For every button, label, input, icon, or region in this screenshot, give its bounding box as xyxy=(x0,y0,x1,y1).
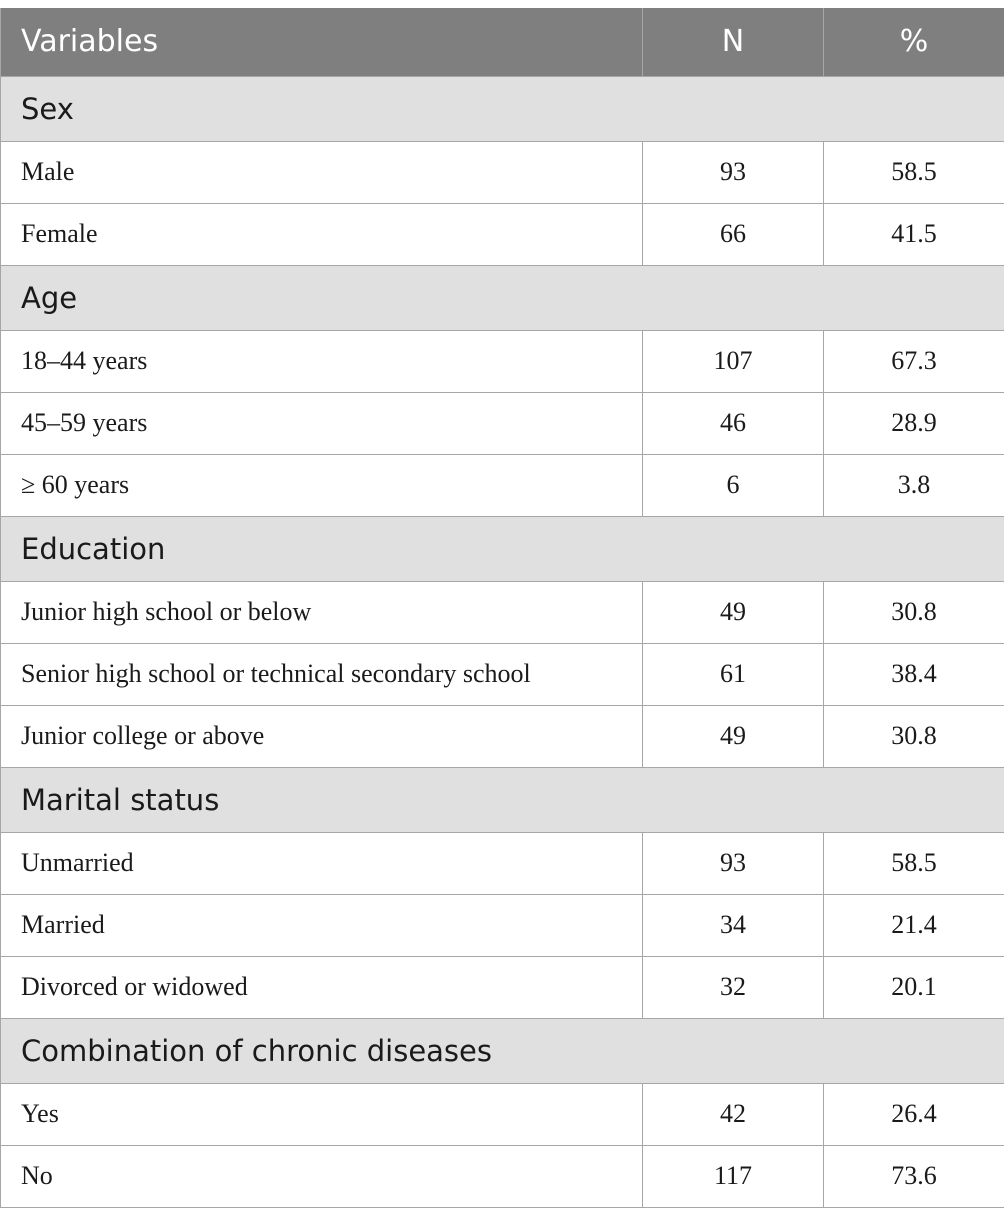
section-row-age xyxy=(1,265,1004,330)
table-row xyxy=(1,894,1004,956)
section-row-education xyxy=(1,516,1004,581)
table-row xyxy=(1,454,1004,516)
percent-cell: 28.9 xyxy=(824,392,1004,454)
n-cell: 93 xyxy=(643,141,824,203)
section-label: Age xyxy=(1,265,1004,330)
n-cell: 61 xyxy=(643,643,824,705)
demographics-table xyxy=(0,8,1004,1208)
variable-cell: Married xyxy=(1,894,643,956)
table-header-row xyxy=(1,8,1004,76)
n-cell: 66 xyxy=(643,203,824,265)
variable-cell: Senior high school or technical secondary school xyxy=(1,643,643,705)
variable-cell: Divorced or widowed xyxy=(1,956,643,1018)
variable-cell: No xyxy=(1,1145,643,1207)
percent-cell: 38.4 xyxy=(824,643,1004,705)
n-cell: 32 xyxy=(643,956,824,1018)
section-label: Education xyxy=(1,516,1004,581)
header-variables: Variables xyxy=(1,8,643,76)
percent-cell: 41.5 xyxy=(824,203,1004,265)
percent-cell: 30.8 xyxy=(824,581,1004,643)
variable-cell: 18–44 years xyxy=(1,330,643,392)
table-row xyxy=(1,141,1004,203)
variable-cell: Yes xyxy=(1,1083,643,1145)
variable-cell: 45–59 years xyxy=(1,392,643,454)
percent-cell: 26.4 xyxy=(824,1083,1004,1145)
table-row xyxy=(1,203,1004,265)
percent-cell: 21.4 xyxy=(824,894,1004,956)
table-row xyxy=(1,1083,1004,1145)
percent-cell: 73.6 xyxy=(824,1145,1004,1207)
n-cell: 117 xyxy=(643,1145,824,1207)
data-table-container xyxy=(0,8,1004,1208)
percent-cell: 58.5 xyxy=(824,832,1004,894)
table-row xyxy=(1,643,1004,705)
header-percent: % xyxy=(824,8,1004,76)
section-row-chronic-diseases xyxy=(1,1018,1004,1083)
table-row xyxy=(1,581,1004,643)
n-cell: 49 xyxy=(643,581,824,643)
percent-cell: 58.5 xyxy=(824,141,1004,203)
variable-cell: Junior college or above xyxy=(1,705,643,767)
table-row xyxy=(1,392,1004,454)
table-row xyxy=(1,1145,1004,1207)
percent-cell: 3.8 xyxy=(824,454,1004,516)
n-cell: 42 xyxy=(643,1083,824,1145)
n-cell: 49 xyxy=(643,705,824,767)
section-label: Combination of chronic diseases xyxy=(1,1018,1004,1083)
percent-cell: 67.3 xyxy=(824,330,1004,392)
section-label: Sex xyxy=(1,76,1004,141)
n-cell: 93 xyxy=(643,832,824,894)
table-row xyxy=(1,705,1004,767)
n-cell: 107 xyxy=(643,330,824,392)
percent-cell: 30.8 xyxy=(824,705,1004,767)
variable-cell: Female xyxy=(1,203,643,265)
section-row-sex xyxy=(1,76,1004,141)
percent-cell: 20.1 xyxy=(824,956,1004,1018)
variable-cell: Junior high school or below xyxy=(1,581,643,643)
table-row xyxy=(1,330,1004,392)
n-cell: 34 xyxy=(643,894,824,956)
variable-cell: ≥ 60 years xyxy=(1,454,643,516)
header-n: N xyxy=(643,8,824,76)
variable-cell: Unmarried xyxy=(1,832,643,894)
table-row xyxy=(1,832,1004,894)
n-cell: 46 xyxy=(643,392,824,454)
variable-cell: Male xyxy=(1,141,643,203)
table-row xyxy=(1,956,1004,1018)
n-cell: 6 xyxy=(643,454,824,516)
section-row-marital-status xyxy=(1,767,1004,832)
section-label: Marital status xyxy=(1,767,1004,832)
